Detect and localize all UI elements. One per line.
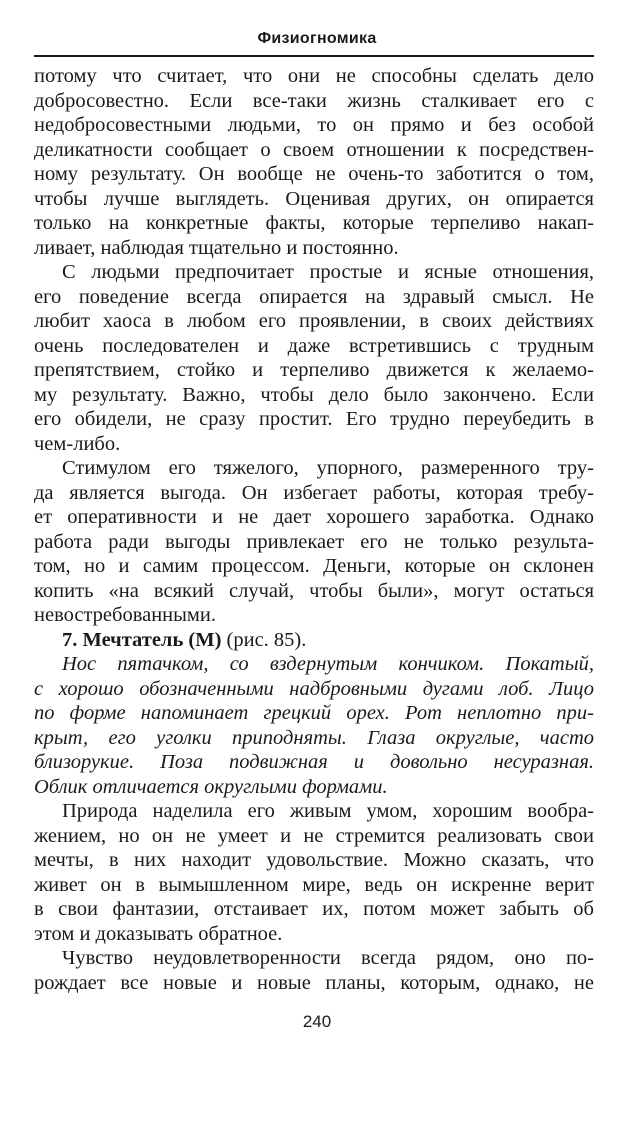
text-line: его поведение всегда опирается на здравый смысл. Не xyxy=(34,285,594,308)
section-heading xyxy=(34,628,594,653)
text-line: с хорошо обозначенными надбровными дугами лоб. Лицо xyxy=(34,677,594,700)
paragraph xyxy=(34,799,594,946)
italic-description xyxy=(34,652,594,799)
section-title: 7. Мечтатель (М) xyxy=(62,628,222,651)
text-line: крыт, его уголки приподняты. Глаза округлые, часто xyxy=(34,726,594,749)
text-line: му результату. Важно, чтобы дело было закончено. Если xyxy=(34,383,594,406)
text-line: Природа наделила его живым умом, хорошим вообра- xyxy=(62,800,594,822)
paragraph xyxy=(34,260,594,456)
page-number: 240 xyxy=(302,1012,332,1031)
text-line: Нос пятачком, со вздернутым кончиком. Покатый, xyxy=(62,653,594,675)
text-line: чем-либо. xyxy=(34,432,121,455)
text-line: близорукие. Поза подвижная и довольно несуразная. xyxy=(34,751,594,773)
text-line: этом и доказывать обратное. xyxy=(34,922,283,945)
text-line: Облик отличается округлыми формами. xyxy=(34,775,388,798)
text-line: ет оперативности и не дает хорошего заработка. Однако xyxy=(34,506,594,528)
text-line: да является выгода. Он избегает работы, которая требу- xyxy=(34,481,594,504)
figure-reference: (рис. 85). xyxy=(221,628,307,651)
text-line: том, но и самим процессом. Деньги, которые он склонен xyxy=(34,555,594,577)
text-line: только на конкретные факты, которые терпеливо накап- xyxy=(34,212,594,234)
text-line: рождает все новые и новые планы, которым, однако, не xyxy=(34,971,594,994)
text-line: С людьми предпочитает простые и ясные отношения, xyxy=(62,261,594,283)
text-line: работа ради выгоды привлекает его не только результа- xyxy=(34,530,594,553)
text-line: ному результату. Он вообще не очень-то заботится о том, xyxy=(34,163,594,185)
text-line: деликатности сообщает о своем отношении к посредствен- xyxy=(34,138,594,161)
text-line: добросовестно. Если все-таки жизнь сталкивает его с xyxy=(34,89,594,112)
text-line: Чувство неудовлетворенности всегда рядом, оно по- xyxy=(62,947,594,969)
text-line: по форме напоминает грецкий орех. Рот неплотно при- xyxy=(34,702,594,724)
text-line: ливает, наблюдая тщательно и постоянно. xyxy=(34,236,399,259)
header-rule xyxy=(34,55,594,57)
text-line: очень последователен и даже встретившись с трудным xyxy=(34,334,594,357)
text-line: в свои фантазии, отстаивает их, потом может забыть об xyxy=(34,898,594,920)
text-line: препятствием, стойко и терпеливо движется к желаемо- xyxy=(34,359,594,381)
text-line: невостребованными. xyxy=(34,604,216,626)
text-line: потому что считает, что они не способны сделать дело xyxy=(34,65,594,87)
running-header: Физиогномика xyxy=(257,30,377,47)
paragraph xyxy=(34,64,594,260)
text-line: Стимулом его тяжелого, упорного, размеренного тру- xyxy=(62,457,594,479)
page-body xyxy=(34,64,594,995)
text-line: чтобы лучше выглядеть. Оценивая других, он опирается xyxy=(34,187,594,210)
text-line: недобросовестными людьми, то он прямо и без особой xyxy=(34,114,594,136)
paragraph xyxy=(34,456,594,628)
text-line: жением, но он не умеет и не стремится реализовать свои xyxy=(34,824,594,847)
text-line: его обидели, не сразу простит. Его трудно переубедить в xyxy=(34,408,594,430)
text-line: любит хаоса в любом его проявлении, в своих действиях xyxy=(34,310,594,332)
paragraph xyxy=(34,946,594,995)
text-line: копить «на всякий случай, чтобы были», могут остаться xyxy=(34,579,594,602)
text-line: живет он в вымышленном мире, ведь он искренне верит xyxy=(34,873,594,896)
text-line: мечты, в них находит удовольствие. Можно сказать, что xyxy=(34,849,594,871)
